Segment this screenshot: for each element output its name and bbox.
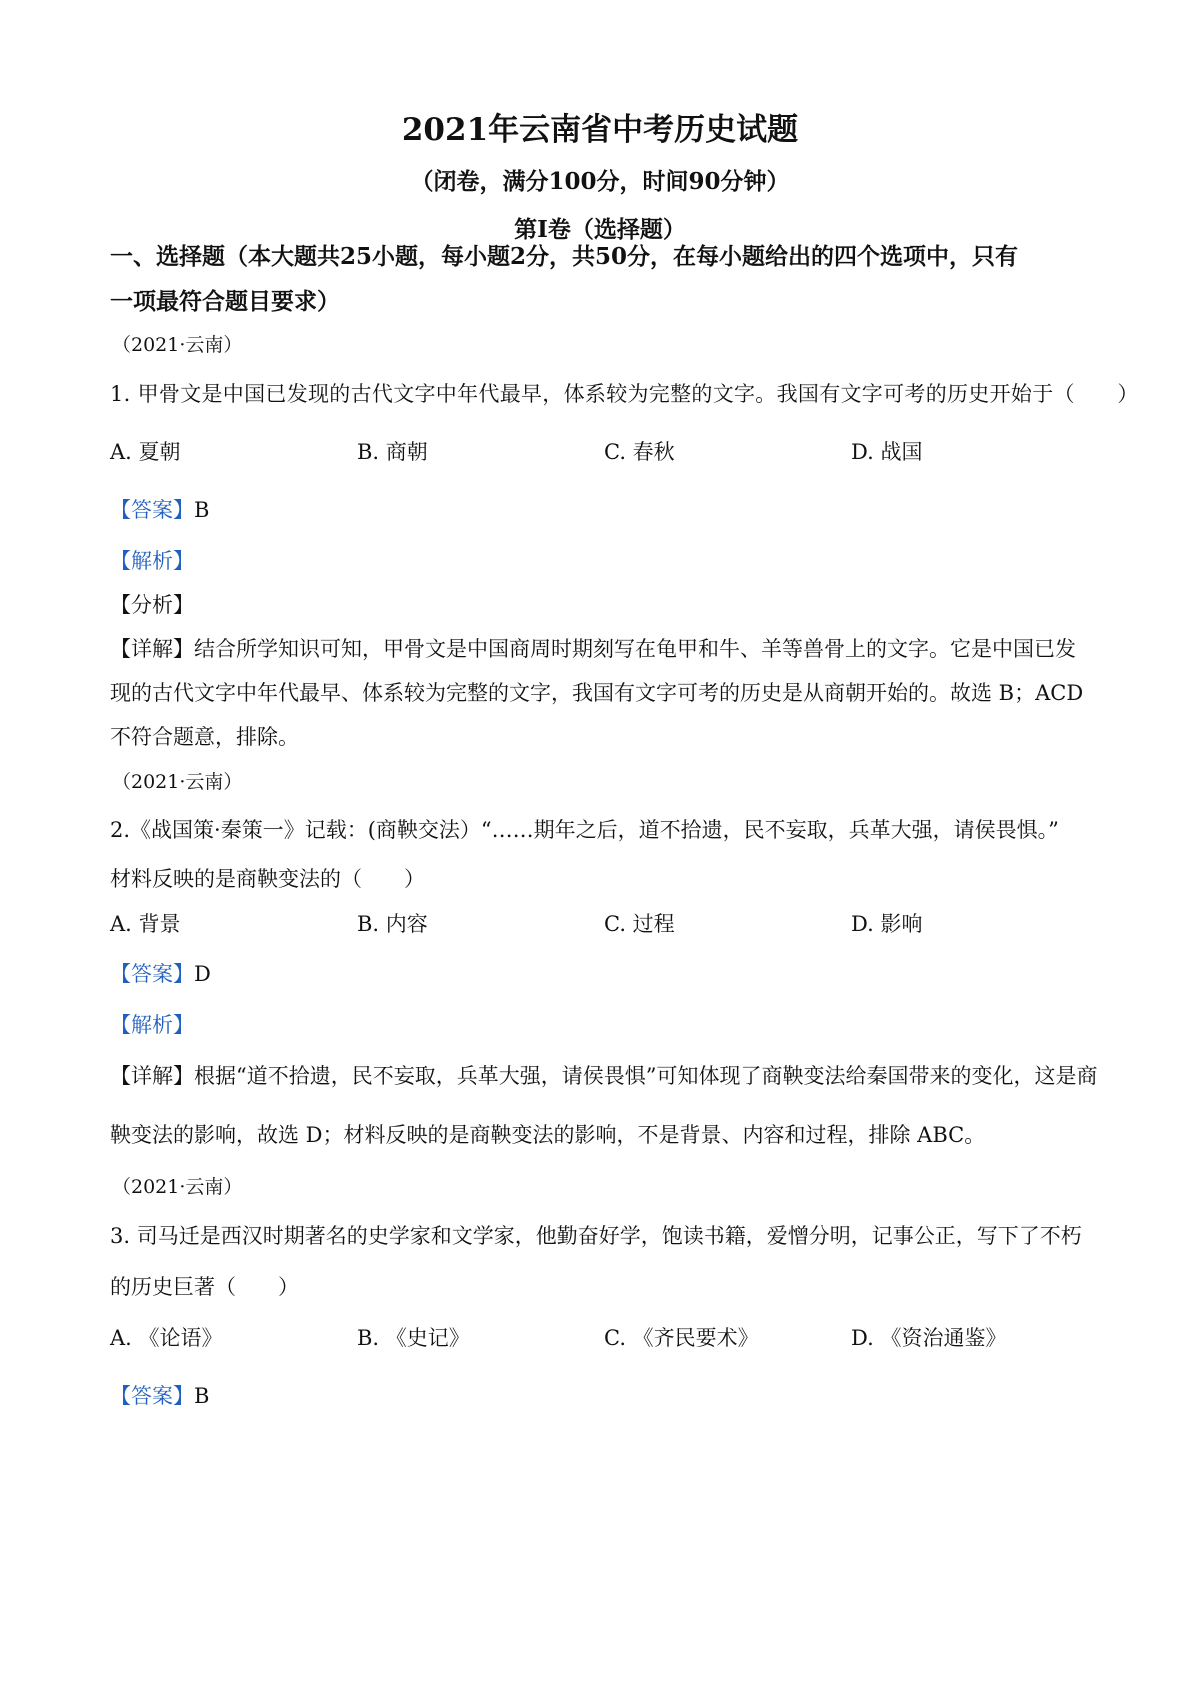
analysis-label: 【解析】: [110, 1013, 194, 1037]
detail-text: 根据“道不拾遗，民不妄取，兵革大强，请侯畏惧”可知体现了商鞅变法给秦国带来的变化，这是商: [194, 1064, 1098, 1088]
detail-line: [110, 633, 1076, 663]
answer-line: [110, 1380, 209, 1410]
answer-label: 【答案】: [110, 962, 194, 986]
detail-text: 现的古代文字中年代最早、体系较为完整的文字，我国有文字可考的历史是从商朝开始的。故选 B；ACD: [110, 681, 1084, 705]
detail-text: 不符合题意，排除。: [110, 725, 299, 749]
section-heading-line2: 一项最符合题目要求）: [110, 288, 340, 315]
detail-label: 【详解】: [110, 1064, 194, 1088]
question-stem: 的历史巨著（ ）: [110, 1275, 299, 1299]
page-title: 2021年云南省中考历史试题: [401, 112, 799, 148]
detail-label: 【详解】: [110, 637, 194, 661]
question-stem: 3. 司马迁是西汉时期著名的史学家和文学家，他勤奋好学，饱读书籍，爱憎分明，记事公正，写下了不朽: [110, 1224, 1082, 1248]
section-heading-line1: 一、选择题（本大题共25小题，每小题2分，共50分，在每小题给出的四个选项中，只有: [110, 243, 1019, 270]
answer-value: D: [194, 962, 211, 986]
exam-subtitle: （闭卷，满分100分，时间90分钟）: [410, 168, 790, 195]
option-d: D. 战国: [851, 440, 923, 464]
option-b: B. 《史记》: [357, 1326, 470, 1350]
answer-line: [110, 494, 209, 524]
option-a: A. 夏朝: [110, 440, 181, 464]
option-c: C. 春秋: [604, 440, 675, 464]
answer-line: [110, 958, 211, 988]
answer-value: B: [194, 1384, 210, 1408]
option-d: D. 影响: [851, 912, 923, 936]
question-source: （2021·云南）: [112, 334, 243, 356]
option-c: C. 过程: [604, 912, 675, 936]
question-source: （2021·云南）: [112, 1176, 243, 1198]
option-a: A. 背景: [110, 912, 181, 936]
answer-label: 【答案】: [110, 498, 194, 522]
detail-text: 鞅变法的影响，故选 D；材料反映的是商鞅变法的影响，不是背景、内容和过程，排除 ABC。: [110, 1123, 986, 1147]
question-stem: 2.《战国策·秦策一》记载：(商鞅交法）“……期年之后，道不拾遗，民不妄取，兵革大强，请侯畏惧。”: [110, 818, 1059, 842]
option-c: C. 《齐民要术》: [604, 1326, 759, 1350]
volume-heading: 第Ⅰ卷（选择题）: [514, 216, 686, 243]
question-stem: 1. 甲骨文是中国已发现的古代文字中年代最早，体系较为完整的文字。我国有文字可考的历史开始于（ ）: [110, 382, 1139, 406]
analysis-label: 【解析】: [110, 549, 194, 573]
detail-text: 结合所学知识可知，甲骨文是中国商周时期刻写在龟甲和牛、羊等兽骨上的文字。它是中国已发: [194, 637, 1076, 661]
answer-label: 【答案】: [110, 1384, 194, 1408]
option-b: B. 内容: [357, 912, 428, 936]
question-stem: 材料反映的是商鞅变法的（ ）: [110, 867, 425, 891]
option-a: A. 《论语》: [110, 1326, 223, 1350]
answer-value: B: [194, 498, 210, 522]
fenxi-label: 【分析】: [110, 593, 194, 617]
question-source: （2021·云南）: [112, 771, 243, 793]
option-b: B. 商朝: [357, 440, 428, 464]
detail-line: [110, 1060, 1097, 1090]
option-d: D. 《资治通鉴》: [851, 1326, 1007, 1350]
